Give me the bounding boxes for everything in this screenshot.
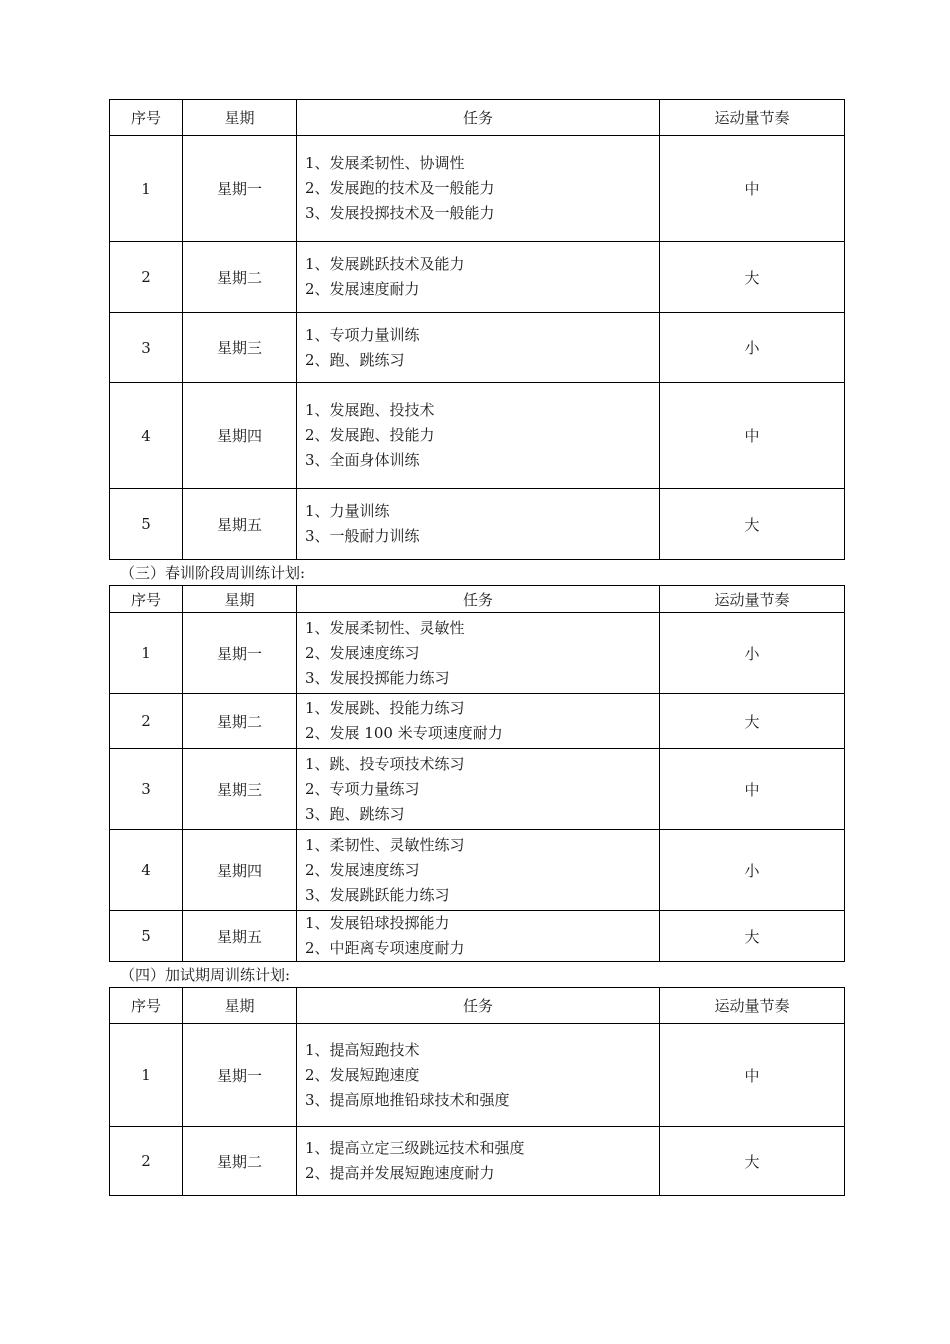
row-tasks: [297, 613, 660, 694]
row-intensity: 小: [660, 830, 845, 911]
task-line: 1、发展跳、投能力练习: [305, 699, 465, 717]
table-header-row: [110, 100, 845, 136]
task-line: 3、跑、跳练习: [305, 804, 405, 823]
task-line: 2、发展跑、投能力: [305, 426, 435, 444]
row-seq: 2: [110, 694, 183, 749]
task-line: 1、提高短跑技术: [305, 1040, 420, 1059]
row-weekday: 星期五: [183, 911, 297, 962]
header-weekday: 星期: [183, 586, 297, 613]
table-row: [110, 749, 845, 830]
row-seq: 1: [110, 613, 183, 694]
table-row: [110, 1127, 845, 1196]
row-seq: 4: [110, 383, 183, 489]
row-weekday: 星期一: [183, 613, 297, 694]
weekly-plan-table-2: [109, 585, 845, 962]
weekly-plan-table-1: [109, 99, 845, 560]
task-line: 3、发展投掷技术及一般能力: [305, 204, 495, 222]
header-seq: 序号: [110, 988, 183, 1024]
table-row: [110, 489, 845, 560]
row-weekday: 星期四: [183, 830, 297, 911]
table-row: [110, 694, 845, 749]
task-line: 1、发展铅球投掷能力: [305, 914, 450, 932]
row-weekday: 星期二: [183, 242, 297, 313]
row-intensity: 中: [660, 1024, 845, 1127]
row-seq: 3: [110, 313, 183, 383]
row-seq: 1: [110, 136, 183, 242]
task-line: 1、柔韧性、灵敏性练习: [305, 835, 465, 854]
row-weekday: 星期三: [183, 313, 297, 383]
task-line: 3、发展跳跃能力练习: [305, 885, 450, 904]
task-line: 1、提高立定三级跳远技术和强度: [305, 1139, 525, 1157]
row-tasks: [297, 1127, 660, 1196]
row-tasks: [297, 313, 660, 383]
row-weekday: 星期一: [183, 136, 297, 242]
task-line: 2、发展速度练习: [305, 643, 420, 662]
row-seq: 3: [110, 749, 183, 830]
row-seq: 4: [110, 830, 183, 911]
row-intensity: 中: [660, 383, 845, 489]
task-line: 1、跳、投专项技术练习: [305, 754, 465, 773]
task-line: 2、专项力量练习: [305, 779, 420, 798]
table-row: [110, 136, 845, 242]
section-caption-exam: （四）加试期周训练计划:: [120, 966, 291, 984]
header-task: 任务: [297, 988, 660, 1024]
row-intensity: 大: [660, 911, 845, 962]
row-intensity: 中: [660, 136, 845, 242]
row-seq: 5: [110, 489, 183, 560]
row-weekday: 星期三: [183, 749, 297, 830]
row-intensity: 小: [660, 313, 845, 383]
header-weekday: 星期: [183, 100, 297, 136]
row-tasks: [297, 694, 660, 749]
row-seq: 1: [110, 1024, 183, 1127]
task-line: 3、一般耐力训练: [305, 527, 420, 545]
task-line: 2、提高并发展短跑速度耐力: [305, 1164, 495, 1182]
task-line: 3、提高原地推铅球技术和强度: [305, 1090, 510, 1109]
row-tasks: [297, 242, 660, 313]
row-tasks: [297, 383, 660, 489]
header-task: 任务: [297, 100, 660, 136]
row-tasks: [297, 136, 660, 242]
row-intensity: 大: [660, 1127, 845, 1196]
task-line: 2、发展跑的技术及一般能力: [305, 179, 495, 197]
table-row: [110, 383, 845, 489]
row-tasks: [297, 830, 660, 911]
table-row: [110, 613, 845, 694]
table-header-row: [110, 988, 845, 1024]
task-line: 2、发展速度练习: [305, 860, 420, 879]
task-line: 1、力量训练: [305, 502, 390, 520]
row-weekday: 星期二: [183, 1127, 297, 1196]
header-task: 任务: [297, 586, 660, 613]
task-line: 2、发展 100 米专项速度耐力: [305, 724, 503, 742]
task-line: 3、发展投掷能力练习: [305, 668, 450, 687]
row-weekday: 星期五: [183, 489, 297, 560]
row-seq: 2: [110, 242, 183, 313]
row-tasks: [297, 1024, 660, 1127]
table-row: [110, 830, 845, 911]
row-intensity: 大: [660, 489, 845, 560]
task-line: 1、发展柔韧性、灵敏性: [305, 618, 465, 637]
header-seq: 序号: [110, 100, 183, 136]
header-intensity: 运动量节奏: [660, 586, 845, 613]
row-intensity: 小: [660, 613, 845, 694]
table-row: [110, 911, 845, 962]
header-intensity: 运动量节奏: [660, 100, 845, 136]
row-intensity: 大: [660, 242, 845, 313]
table-row: [110, 313, 845, 383]
row-weekday: 星期一: [183, 1024, 297, 1127]
row-seq: 2: [110, 1127, 183, 1196]
task-line: 2、中距离专项速度耐力: [305, 939, 465, 957]
row-tasks: [297, 749, 660, 830]
header-weekday: 星期: [183, 988, 297, 1024]
table-row: [110, 242, 845, 313]
table-row: [110, 1024, 845, 1127]
task-line: 1、发展柔韧性、协调性: [305, 154, 465, 172]
task-line: 2、发展速度耐力: [305, 280, 420, 298]
header-seq: 序号: [110, 586, 183, 613]
section-caption-spring: （三）春训阶段周训练计划:: [120, 564, 306, 582]
header-intensity: 运动量节奏: [660, 988, 845, 1024]
weekly-plan-table-3: [109, 987, 845, 1196]
row-weekday: 星期四: [183, 383, 297, 489]
row-seq: 5: [110, 911, 183, 962]
row-tasks: [297, 911, 660, 962]
task-line: 1、专项力量训练: [305, 325, 420, 344]
row-weekday: 星期二: [183, 694, 297, 749]
task-line: 2、发展短跑速度: [305, 1065, 420, 1084]
task-line: 2、跑、跳练习: [305, 350, 405, 369]
row-intensity: 大: [660, 694, 845, 749]
task-line: 3、全面身体训练: [305, 451, 420, 469]
task-line: 1、发展跑、投技术: [305, 401, 435, 419]
row-intensity: 中: [660, 749, 845, 830]
table-header-row: [110, 586, 845, 613]
row-tasks: [297, 489, 660, 560]
task-line: 1、发展跳跃技术及能力: [305, 255, 465, 273]
